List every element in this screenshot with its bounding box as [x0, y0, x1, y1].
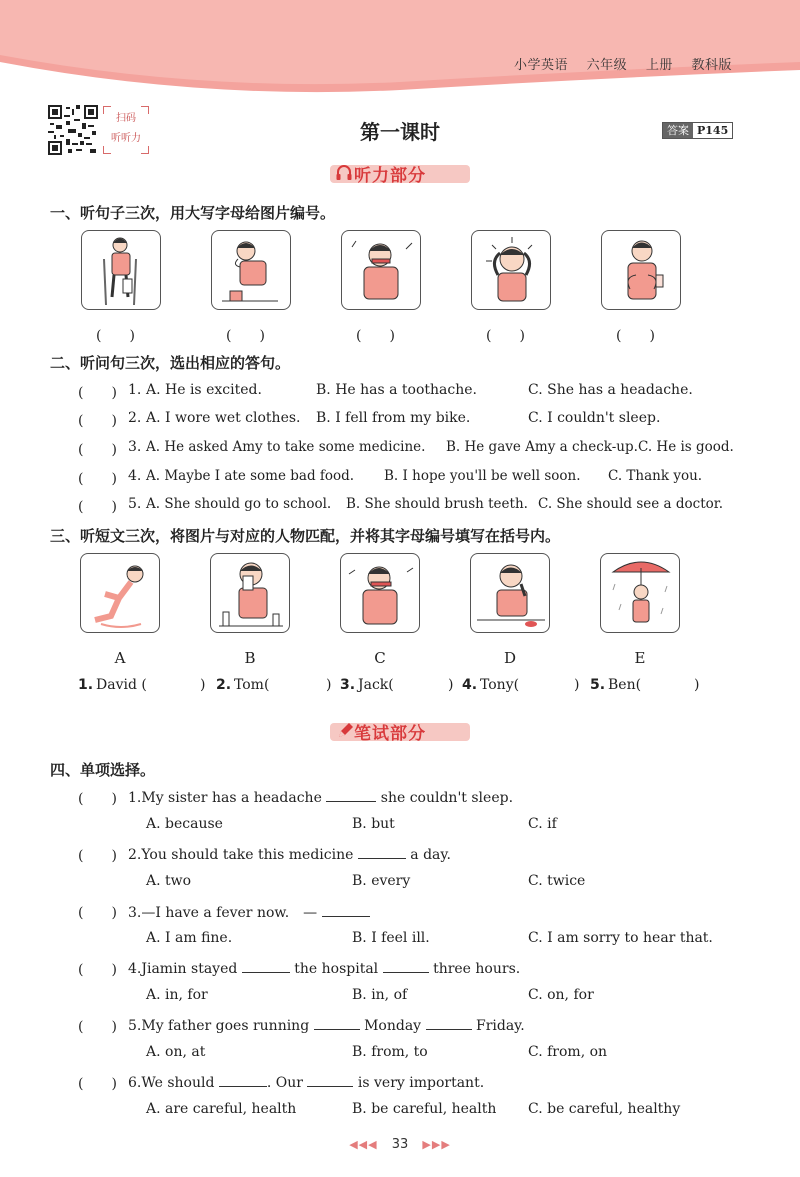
right-arrows-icon: ▶▶▶ [422, 1138, 451, 1151]
picture-label-c: C [374, 649, 386, 667]
edition: 教科版 [691, 58, 732, 73]
option-b: B. He gave Amy a check-up. [446, 439, 638, 455]
listening-banner: 听力部分 [330, 160, 470, 186]
option-c: C. I am sorry to hear that. [528, 930, 713, 946]
option-c: C. Thank you. [608, 468, 703, 484]
section-3-title: 三、听短文三次，将图片与对应的人物匹配，并将其字母编号填写在括号内。 [50, 527, 561, 545]
match-number: 1. [78, 677, 94, 693]
option-a: A. She should go to school. [146, 496, 332, 512]
answer-blank-2[interactable]: ( ) [226, 328, 265, 344]
option-b: B. be careful, health [352, 1101, 497, 1117]
option-a: A. Maybe I ate some bad food. [146, 468, 355, 484]
answer-paren[interactable]: ( ) [78, 1076, 117, 1092]
fill-blank[interactable] [426, 1016, 472, 1030]
option-b: B. from, to [352, 1044, 428, 1060]
answer-paren[interactable]: ( ) [78, 791, 117, 807]
question-number: 5. [128, 496, 142, 512]
option-b: B. every [352, 873, 411, 889]
picture-label-e: E [634, 649, 646, 667]
option-a: A. I am fine. [146, 930, 233, 946]
question-number: 3. [128, 439, 142, 455]
match-name-tom[interactable]: Tom( [234, 677, 270, 693]
fill-blank[interactable] [326, 788, 376, 802]
match-number: 2. [216, 677, 232, 693]
subject: 小学英语 [514, 58, 569, 73]
picture-1-4 [471, 230, 551, 310]
option-c: C. I couldn't sleep. [528, 410, 661, 426]
match-number: 5. [590, 677, 606, 693]
answer-paren[interactable]: ( ) [78, 413, 117, 429]
match-number: 3. [340, 677, 356, 693]
option-b: B. He has a toothache. [316, 382, 477, 398]
picture-3-a [80, 553, 160, 633]
match-name-david[interactable]: David ( [96, 677, 147, 693]
option-c: C. on, for [528, 987, 594, 1003]
picture-1-5 [601, 230, 681, 310]
book-info [500, 54, 732, 73]
volume: 上册 [645, 58, 673, 73]
option-b: B. but [352, 816, 395, 832]
question-text: 1.My sister has a headache she couldn't sleep. [128, 790, 514, 806]
match-number: 4. [462, 677, 478, 693]
match-name-tony[interactable]: Tony( [480, 677, 520, 693]
match-close-paren: ) [574, 677, 580, 693]
picture-label-b: B [244, 649, 256, 667]
writing-banner: 笔试部分 [330, 718, 470, 744]
question-number: 1. [128, 382, 142, 398]
answer-blank-4[interactable]: ( ) [486, 328, 525, 344]
option-c: C. be careful, healthy [528, 1101, 681, 1117]
option-a: A. two [146, 873, 192, 889]
question-number: 2. [128, 410, 142, 426]
picture-3-c [340, 553, 420, 633]
answer-blank-5[interactable]: ( ) [616, 328, 655, 344]
option-a: A. He is excited. [146, 382, 262, 398]
option-c: C. twice [528, 873, 586, 889]
option-c: C. She has a headache. [528, 382, 693, 398]
pencil-icon [336, 722, 354, 740]
fill-blank[interactable] [242, 959, 290, 973]
match-close-paren: ) [200, 677, 206, 693]
page-number: 33 [391, 1137, 409, 1152]
answer-blank-3[interactable]: ( ) [356, 328, 395, 344]
option-b: B. in, of [352, 987, 408, 1003]
match-name-jack[interactable]: Jack( [358, 677, 394, 693]
fill-blank[interactable] [383, 959, 429, 973]
section-4-title: 四、单项选择。 [50, 761, 156, 779]
answer-paren[interactable]: ( ) [78, 905, 117, 921]
question-text: 3.—I have a fever now. — [128, 902, 370, 922]
option-a: A. I wore wet clothes. [146, 410, 301, 426]
question-text: 6.We should . Our is very important. [128, 1075, 485, 1091]
scan-to-listen-label: 扫码 听听力 [103, 106, 149, 154]
option-a: A. are careful, health [146, 1101, 297, 1117]
option-b: B. I feel ill. [352, 930, 430, 946]
picture-1-1 [81, 230, 161, 310]
match-close-paren: ) [326, 677, 332, 693]
option-c: C. He is good. [638, 439, 734, 455]
match-name-ben[interactable]: Ben( [608, 677, 642, 693]
option-c: C. from, on [528, 1044, 608, 1060]
option-a: A. because [146, 816, 223, 832]
fill-blank[interactable] [307, 1073, 353, 1087]
answer-paren[interactable]: ( ) [78, 442, 117, 458]
answer-paren[interactable]: ( ) [78, 1019, 117, 1035]
option-a: A. on, at [146, 1044, 206, 1060]
picture-1-3 [341, 230, 421, 310]
section-1-title: 一、听句子三次，用大写字母给图片编号。 [50, 204, 336, 222]
option-c: C. if [528, 816, 557, 832]
fill-blank[interactable] [219, 1073, 267, 1087]
picture-3-d [470, 553, 550, 633]
answer-page-badge: 答案 P145 [662, 122, 733, 139]
option-a: A. He asked Amy to take some medicine. [146, 439, 426, 455]
question-text: 2.You should take this medicine a day. [128, 847, 451, 863]
option-b: B. I hope you'll be well soon. [384, 468, 581, 484]
answer-blank-1[interactable]: ( ) [96, 328, 135, 344]
picture-1-2 [211, 230, 291, 310]
fill-blank[interactable] [358, 845, 406, 859]
question-text: 5.My father goes running Monday Friday. [128, 1018, 525, 1034]
option-c: C. She should see a doctor. [538, 496, 724, 512]
picture-3-e [600, 553, 680, 633]
section-2-title: 二、听问句三次，选出相应的答句。 [50, 354, 291, 372]
answer-paren[interactable]: ( ) [78, 471, 117, 487]
question-number: 4. [128, 468, 142, 484]
header-band [0, 0, 800, 100]
match-close-paren: ) [694, 677, 700, 693]
answer-paren[interactable]: ( ) [78, 499, 117, 515]
picture-label-d: D [503, 649, 517, 667]
picture-3-b [210, 553, 290, 633]
lesson-title: 第一课时 [360, 120, 440, 144]
grade: 六年级 [586, 58, 628, 73]
match-close-paren: ) [448, 677, 454, 693]
option-b: B. I fell from my bike. [316, 410, 471, 426]
answer-paren[interactable]: ( ) [78, 962, 117, 978]
answer-paren[interactable]: ( ) [78, 848, 117, 864]
answer-paren[interactable]: ( ) [78, 385, 117, 401]
picture-label-a: A [114, 649, 126, 667]
question-text: 4.Jiamin stayed the hospital three hours. [128, 961, 521, 977]
page-footer [0, 1137, 800, 1152]
option-b: B. She should brush teeth. [346, 496, 528, 512]
fill-blank[interactable] [322, 903, 370, 917]
fill-blank[interactable] [314, 1016, 360, 1030]
headphones-icon [336, 164, 352, 182]
left-arrows-icon: ◀◀◀ [349, 1138, 378, 1151]
option-a: A. in, for [146, 987, 208, 1003]
